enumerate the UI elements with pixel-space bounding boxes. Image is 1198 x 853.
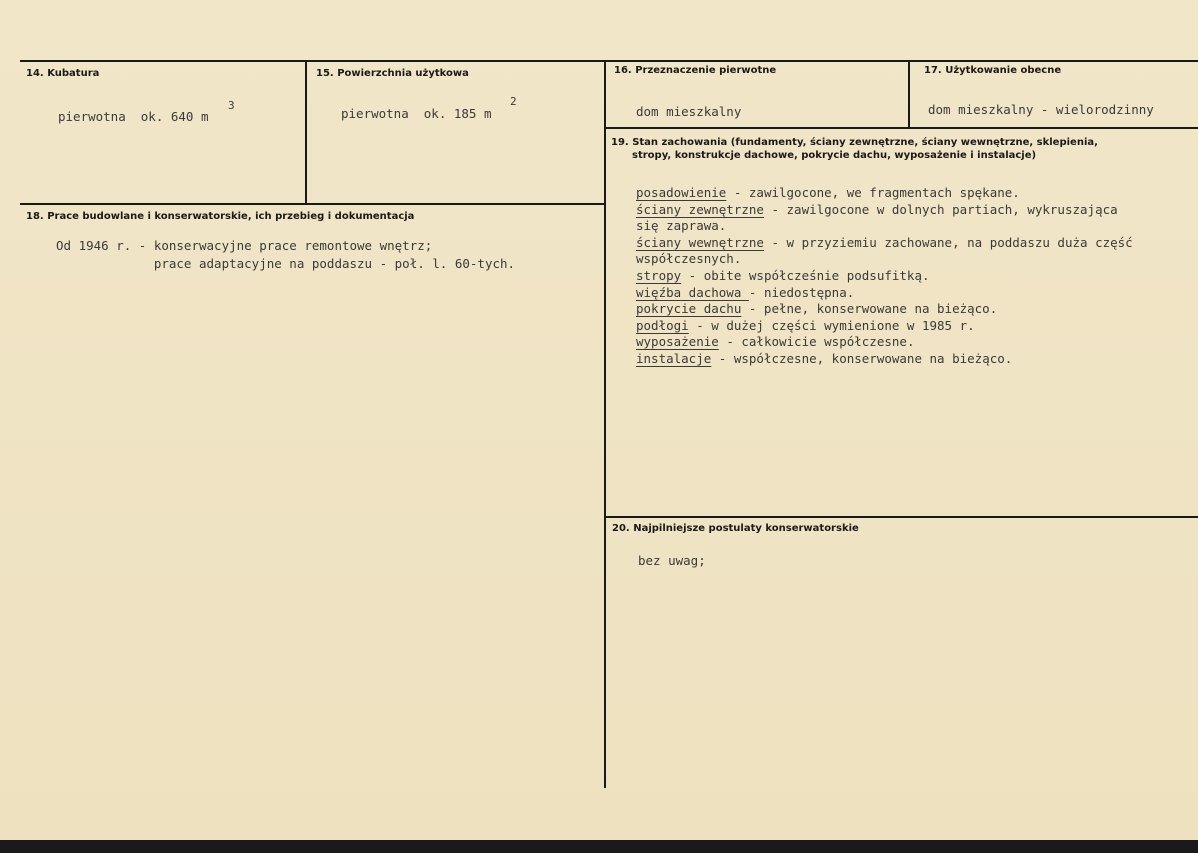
field-15-label: 15. Powierzchnia użytkowa <box>316 68 469 79</box>
divider-16-17 <box>908 60 910 128</box>
divider-14-15 <box>305 60 307 204</box>
condition-list <box>636 185 1191 368</box>
condition-term: ściany wewnętrzne <box>636 234 764 250</box>
field-15-value: pierwotna ok. 185 m <box>341 106 492 121</box>
field-18-line-1: Od 1946 r. - konserwacyjne prace remontowe wnętrz; <box>56 238 433 253</box>
condition-text: - zawilgocone w dolnych partiach, wykruszająca <box>763 201 1118 217</box>
rule-under-16-17 <box>604 127 1198 129</box>
condition-text: współczesnych. <box>636 251 742 267</box>
list-item <box>636 318 1191 335</box>
field-15-unit-exponent: 2 <box>510 95 517 108</box>
field-16-value: dom mieszkalny <box>636 104 742 119</box>
condition-term: wyposażenie <box>636 334 719 350</box>
condition-text: się zaprawa. <box>636 218 727 234</box>
list-item <box>636 268 1191 285</box>
condition-term: podłogi <box>636 317 689 333</box>
field-16-label: 16. Przeznaczenie pierwotne <box>614 65 777 76</box>
condition-term: stropy <box>636 267 682 283</box>
field-20-value: bez uwag; <box>638 553 706 568</box>
top-rule <box>20 60 1198 62</box>
rule-above-20 <box>604 516 1198 518</box>
scan-bottom-edge <box>0 840 1198 853</box>
list-item <box>636 285 1191 302</box>
field-17-label: 17. Użytkowanie obecne <box>924 65 1062 76</box>
condition-text: - niedostępna. <box>748 284 855 300</box>
condition-text: - całkowicie współczesne. <box>718 334 915 350</box>
list-item <box>636 218 1191 235</box>
main-divider <box>604 60 606 788</box>
condition-term: instalacje <box>636 350 712 366</box>
field-14-value: pierwotna ok. 640 m <box>58 109 209 124</box>
field-18-label: 18. Prace budowlane i konserwatorskie, ich przebieg i dokumentacja <box>26 211 415 222</box>
list-item <box>636 251 1191 268</box>
field-20-label: 20. Najpilniejsze postulaty konserwatorskie <box>612 523 859 534</box>
field-14-label: 14. Kubatura <box>26 68 100 79</box>
list-item <box>636 202 1191 219</box>
field-14-unit-exponent: 3 <box>228 99 235 112</box>
condition-term: posadowienie <box>636 185 727 200</box>
condition-term: pokrycie dachu <box>636 301 742 317</box>
condition-text: - obite współcześnie podsufitką. <box>681 267 930 283</box>
condition-text: - pełne, konserwowane na bieżąco. <box>741 301 998 317</box>
rule-under-14-15 <box>20 203 604 205</box>
condition-text: - w dużej części wymienione w 1985 r. <box>688 317 975 333</box>
condition-text: - w przyziemiu zachowane, na poddaszu duża część <box>763 234 1133 250</box>
list-item <box>636 301 1191 318</box>
field-19-label-line-2: stropy, konstrukcje dachowe, pokrycie dachu, wyposażenie i instalacje) <box>632 150 1037 161</box>
field-17-value: dom mieszkalny - wielorodzinny <box>928 102 1154 117</box>
list-item <box>636 351 1191 368</box>
condition-text: - współczesne, konserwowane na bieżąco. <box>711 350 1013 366</box>
condition-term: więźba dachowa <box>636 284 749 300</box>
list-item <box>636 235 1191 252</box>
field-18-line-2: prace adaptacyjne na poddaszu - poł. l. 60-tych. <box>56 256 516 271</box>
condition-text: - zawilgocone, we fragmentach spękane. <box>726 185 1020 200</box>
condition-term: ściany zewnętrzne <box>636 201 764 217</box>
list-item <box>636 185 1191 202</box>
list-item <box>636 334 1191 351</box>
field-19-label-line-1: 19. Stan zachowania (fundamenty, ściany zewnętrzne, ściany wewnętrzne, sklepienia, <box>611 137 1098 148</box>
